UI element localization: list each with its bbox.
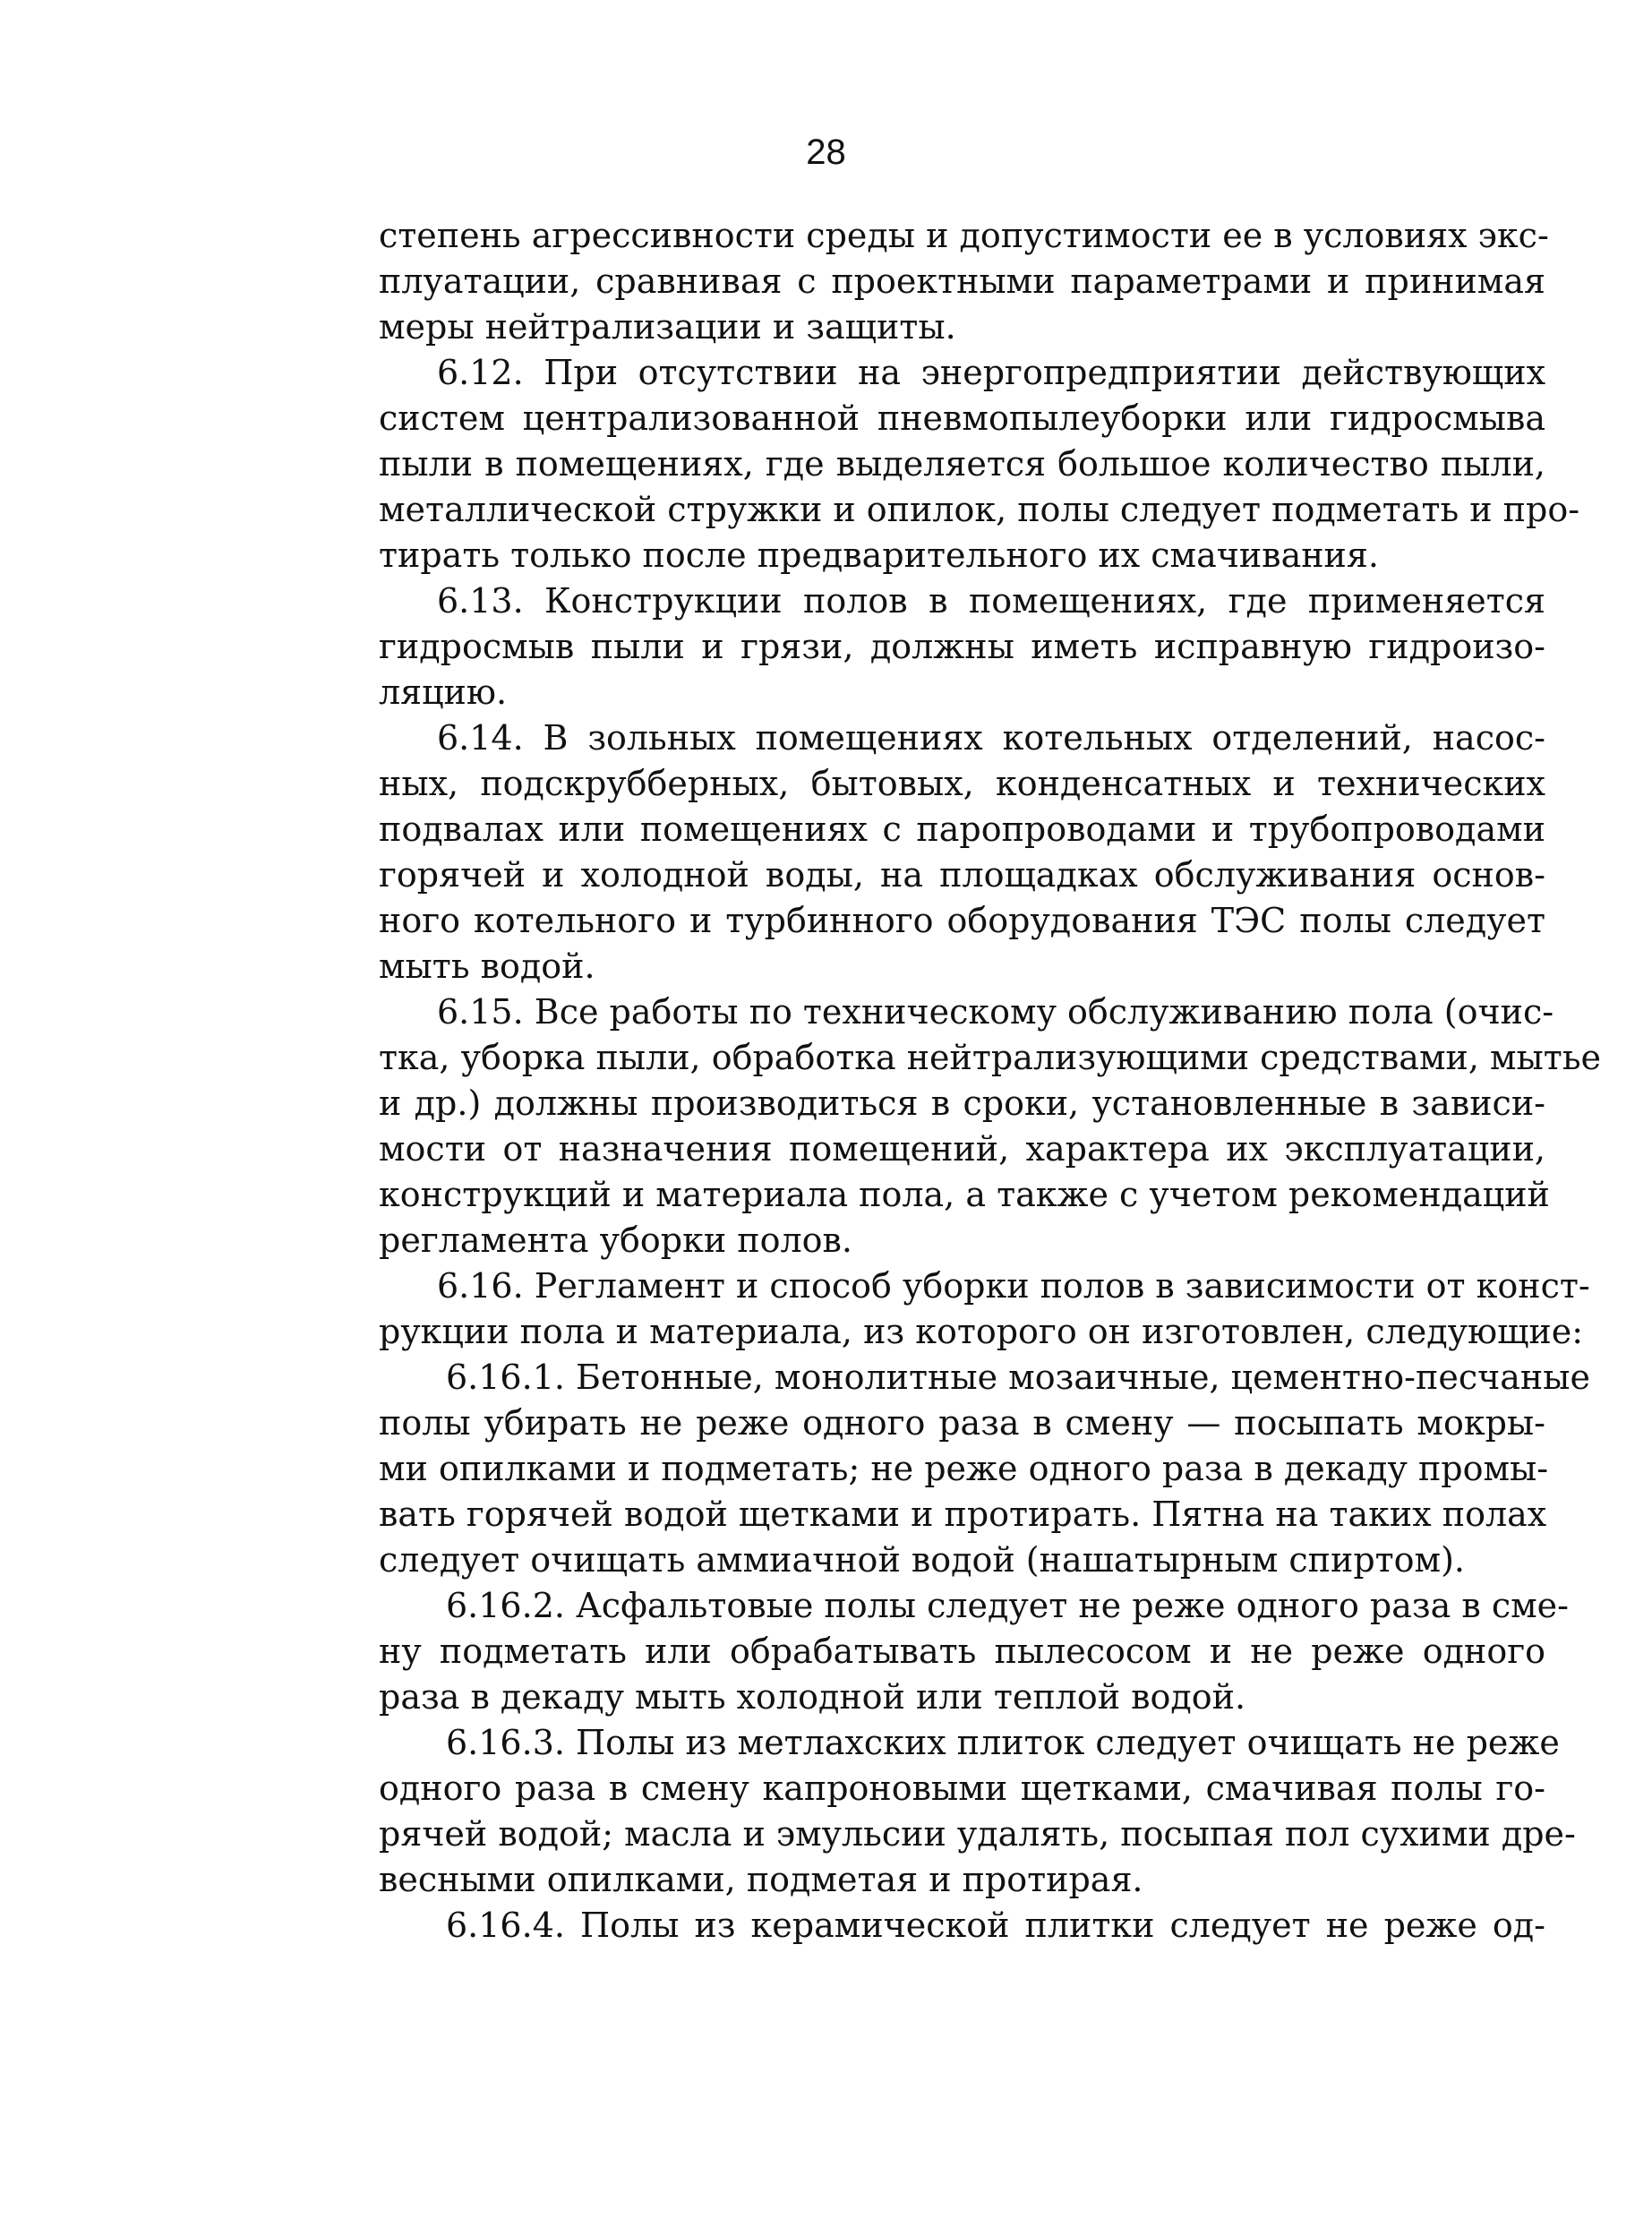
text-line: гидросмыв пыли и грязи, должны иметь исправную гидроизо- [379, 627, 1545, 666]
text-line: плуатации, сравнивая с проектными параметрами и принимая [379, 261, 1545, 301]
text-line: пыли в помещениях, где выделяется большое количество пыли, [379, 444, 1545, 484]
text-line: регламента уборки полов. [379, 1221, 852, 1260]
text-line: тирать только после предварительного их смачивания. [379, 535, 1379, 575]
text-line: 6.16.2. Асфальтовые полы следует не реже одного раза в сме- [446, 1586, 1569, 1625]
body-text [379, 213, 1601, 1949]
text-line: подвалах или помещениях с паропроводами и трубопроводами [379, 809, 1545, 849]
paragraph-p-6-12 [379, 350, 1580, 578]
text-line: полы убирать не реже одного раза в смену — посыпать мокры- [379, 1403, 1545, 1443]
text-line: одного раза в смену капроновыми щетками, смачивая полы го- [379, 1769, 1545, 1808]
text-line: мыть водой. [379, 946, 595, 986]
text-line: меры нейтрализации и защиты. [379, 307, 956, 347]
text-line: 6.16.4. Полы из керамической плитки следует не реже од- [446, 1906, 1545, 1945]
text-line: вать горячей водой щетками и протирать. Пятна на таких полах [379, 1495, 1547, 1534]
text-line: ми опилками и подметать; не реже одного раза в декаду промы- [379, 1449, 1549, 1488]
text-line: систем централизованной пневмопылеуборки или гидросмыва [379, 398, 1545, 438]
text-line: рячей водой; масла и эмульсии удалять, посыпая пол сухими дре- [379, 1814, 1576, 1854]
text-line: раза в декаду мыть холодной или теплой водой. [379, 1677, 1246, 1717]
text-line: 6.14. В зольных помещениях котельных отделений, насос- [437, 718, 1545, 758]
paragraph-p-6-14 [379, 715, 1545, 989]
text-line: следует очищать аммиачной водой (нашатырным спиртом). [379, 1540, 1466, 1580]
text-line: тка, уборка пыли, обработка нейтрализующими средствами, мытье [379, 1038, 1601, 1077]
paragraph-p-continued [379, 213, 1549, 350]
text-line: 6.15. Все работы по техническому обслуживанию пола (очис- [437, 992, 1554, 1032]
paragraph-p-6-16-1 [379, 1355, 1590, 1583]
text-line: и др.) должны производиться в сроки, установленные в зависи- [379, 1084, 1545, 1123]
text-line: горячей и холодной воды, на площадках обслуживания основ- [379, 855, 1545, 895]
text-line: ну подметать или обрабатывать пылесосом и не реже одного [379, 1632, 1545, 1671]
text-line: ных, подскрубберных, бытовых, конденсатных и технических [379, 764, 1545, 803]
paragraph-p-6-13 [379, 578, 1545, 715]
text-line: 6.16. Регламент и способ уборки полов в зависимости от конст- [437, 1266, 1590, 1306]
text-line: конструкций и материала пола, а также с учетом рекомендаций [379, 1175, 1550, 1214]
text-line: 6.16.3. Полы из метлахских плиток следует очищать не реже [446, 1723, 1560, 1762]
paragraph-p-6-16 [379, 1263, 1590, 1355]
text-line: рукции пола и материала, из которого он изготовлен, следующие: [379, 1312, 1584, 1351]
paragraph-p-6-16-3 [379, 1720, 1576, 1903]
text-line: 6.12. При отсутствии на энергопредприятии действующих [437, 353, 1545, 392]
text-line: мости от назначения помещений, характера их эксплуатации, [379, 1129, 1545, 1169]
text-line: ляцию. [379, 672, 508, 712]
paragraph-p-6-16-4 [379, 1903, 1545, 1949]
text-line: металлической стружки и опилок, полы следует подметать и про- [379, 490, 1580, 529]
text-line: степень агрессивности среды и допустимости ее в условиях экс- [379, 216, 1549, 255]
text-line: 6.16.1. Бетонные, монолитные мозаичные, цементно-песчаные [446, 1358, 1590, 1397]
page-number: 28 [806, 133, 846, 172]
text-line: весными опилками, подметая и протирая. [379, 1860, 1143, 1899]
text-line: ного котельного и турбинного оборудования ТЭС полы следует [379, 901, 1545, 940]
paragraph-p-6-15 [379, 989, 1601, 1263]
paragraph-p-6-16-2 [379, 1583, 1569, 1720]
text-line: 6.13. Конструкции полов в помещениях, где применяется [437, 581, 1545, 621]
